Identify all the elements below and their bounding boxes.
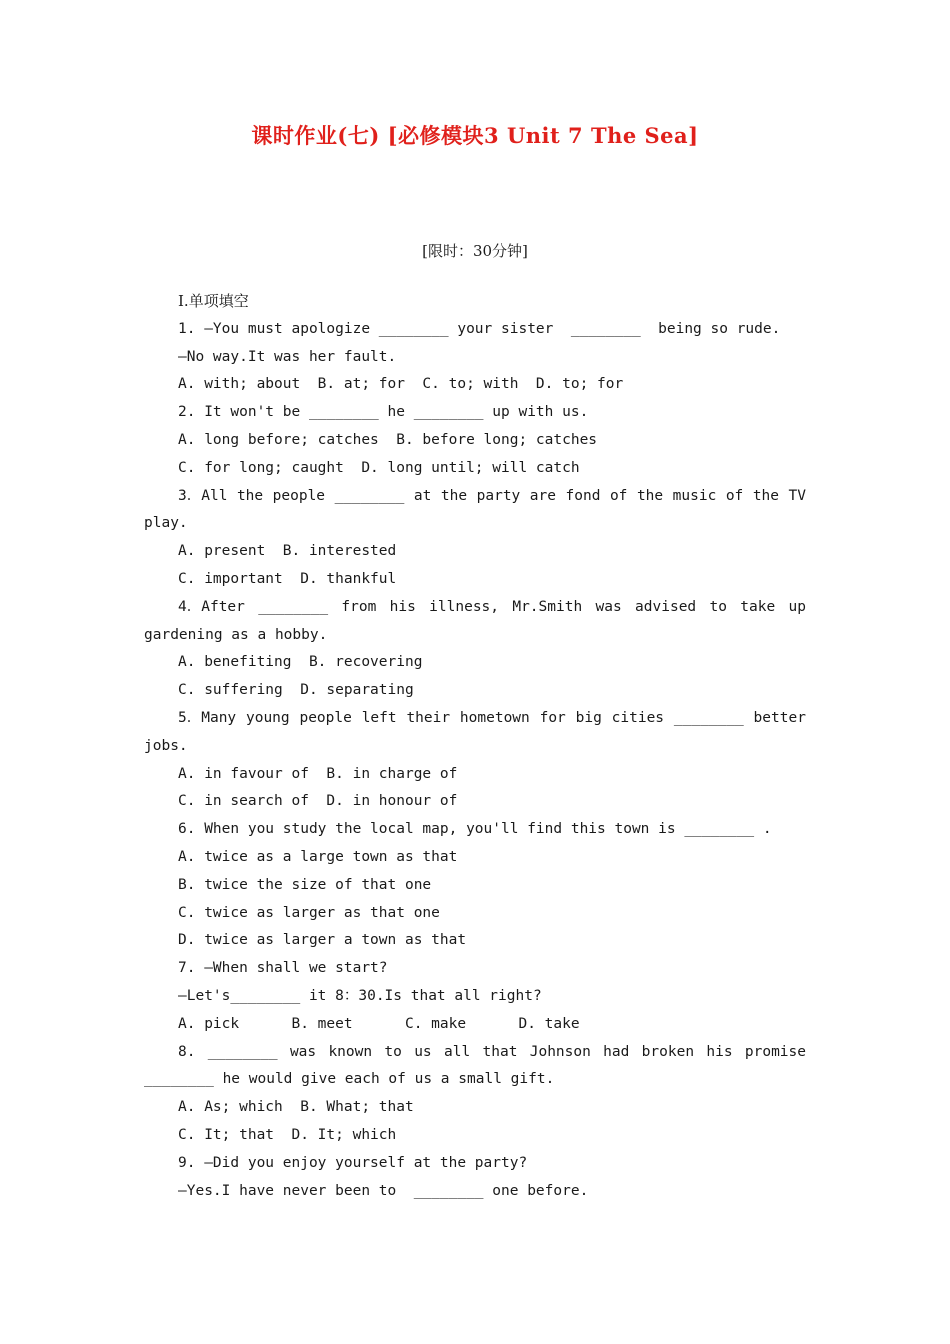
word: us bbox=[414, 1043, 432, 1060]
word: people bbox=[299, 709, 352, 726]
word: cities bbox=[611, 709, 665, 726]
word: that bbox=[482, 1043, 518, 1060]
word: hometown bbox=[459, 709, 530, 726]
word: Mr.Smith bbox=[512, 598, 583, 615]
word: to bbox=[709, 598, 727, 615]
question-5-stem bbox=[144, 705, 806, 733]
word: known bbox=[328, 1043, 373, 1060]
word: young bbox=[245, 709, 290, 726]
question-7-options: A. pick B. meet C. make D. take bbox=[178, 1015, 580, 1032]
word: illness, bbox=[429, 598, 500, 615]
question-8-options-cd: C. It; that D. It; which bbox=[178, 1126, 397, 1143]
word: Johnson bbox=[529, 1043, 591, 1060]
word: of bbox=[725, 487, 744, 504]
word: 3．All bbox=[178, 487, 228, 504]
word: was bbox=[595, 598, 622, 615]
word: fond bbox=[565, 487, 601, 504]
word: his bbox=[706, 1043, 733, 1060]
word: 5．Many bbox=[178, 709, 237, 726]
time-limit: [限时：30分钟] bbox=[422, 242, 528, 260]
word: the bbox=[440, 487, 468, 504]
question-1-options: A. with; about B. at; for C. to; with D. to; for bbox=[178, 376, 624, 393]
word: 8. bbox=[178, 1043, 196, 1060]
question-1-stem: 1. —You must apologize ________ your sister ________ being so rude. bbox=[178, 320, 781, 337]
question-5-options-cd: C. in search of D. in honour of bbox=[178, 793, 458, 810]
word: party bbox=[476, 487, 521, 504]
page-title: 课时作业(七) [必修模块3 Unit 7 The Sea] bbox=[251, 123, 699, 148]
word: promise bbox=[744, 1043, 806, 1060]
word: to bbox=[384, 1043, 402, 1060]
question-1-reply: —No way.It was her fault. bbox=[178, 348, 397, 365]
word: the bbox=[636, 487, 664, 504]
question-7-reply: —Let's________ it 8：30.Is that all right? bbox=[178, 987, 542, 1004]
question-6-option-b: B. twice the size of that one bbox=[178, 876, 432, 893]
question-3-stem bbox=[144, 483, 806, 511]
question-3-options-ab: A. present B. interested bbox=[178, 543, 397, 560]
question-6-stem: 6. When you study the local map, you'll find this town is ________ . bbox=[178, 821, 772, 838]
question-2-options-ab: A. long before; catches B. before long; catches bbox=[178, 431, 598, 448]
word: music bbox=[672, 487, 717, 504]
question-6-option-a: A. twice as a large town as that bbox=[178, 848, 458, 865]
word: his bbox=[389, 598, 416, 615]
word: their bbox=[406, 709, 451, 726]
question-8-options-ab: A. As; which B. What; that bbox=[178, 1099, 414, 1116]
question-6-option-d: D. twice as larger a town as that bbox=[178, 932, 467, 949]
word: for bbox=[539, 709, 566, 726]
question-2-stem: 2. It won't be ________ he ________ up with us. bbox=[178, 404, 589, 421]
blank: ________ bbox=[258, 598, 329, 615]
question-9-reply: —Yes.I have never been to ________ one before. bbox=[178, 1182, 589, 1199]
question-6-option-c: C. twice as larger as that one bbox=[178, 904, 440, 921]
question-5-stem-cont: jobs. bbox=[144, 737, 188, 754]
word: the bbox=[752, 487, 780, 504]
word: at bbox=[413, 487, 432, 504]
blank: ________ bbox=[334, 487, 405, 504]
word: broken bbox=[641, 1043, 695, 1060]
question-9-stem: 9. —Did you enjoy yourself at the party? bbox=[178, 1154, 528, 1171]
blank: ________ bbox=[673, 709, 744, 726]
word: had bbox=[603, 1043, 630, 1060]
word: was bbox=[289, 1043, 317, 1060]
word: people bbox=[272, 487, 326, 504]
question-2-options-cd: C. for long; caught D. long until; will catch bbox=[178, 459, 580, 476]
word: take bbox=[740, 598, 776, 615]
word: all bbox=[443, 1043, 471, 1060]
word: left bbox=[361, 709, 397, 726]
word: are bbox=[529, 487, 556, 504]
word: TV bbox=[788, 487, 806, 504]
word: advised bbox=[635, 598, 697, 615]
question-7-stem: 7. —When shall we start? bbox=[178, 960, 388, 977]
word: from bbox=[341, 598, 377, 615]
question-8-stem bbox=[144, 1039, 806, 1067]
question-4-stem-cont: gardening as a hobby. bbox=[144, 626, 328, 643]
question-4-options-cd: C. suffering D. separating bbox=[178, 682, 414, 699]
word: up bbox=[788, 598, 806, 615]
question-list bbox=[144, 288, 806, 1205]
question-3-stem-cont: play. bbox=[144, 515, 188, 532]
word: the bbox=[236, 487, 264, 504]
word: better bbox=[753, 709, 806, 726]
question-5-options-ab: A. in favour of B. in charge of bbox=[178, 765, 458, 782]
word: big bbox=[575, 709, 602, 726]
question-4-options-ab: A. benefiting B. recovering bbox=[178, 654, 423, 671]
question-3-options-cd: C. important D. thankful bbox=[178, 570, 397, 587]
word: of bbox=[609, 487, 628, 504]
question-8-stem-cont: ________ he would give each of us a small gift. bbox=[144, 1071, 555, 1088]
word: 4．After bbox=[178, 598, 245, 615]
question-4-stem bbox=[144, 594, 806, 622]
section-heading: Ⅰ.单项填空 bbox=[178, 292, 249, 310]
blank: ________ bbox=[207, 1043, 278, 1060]
